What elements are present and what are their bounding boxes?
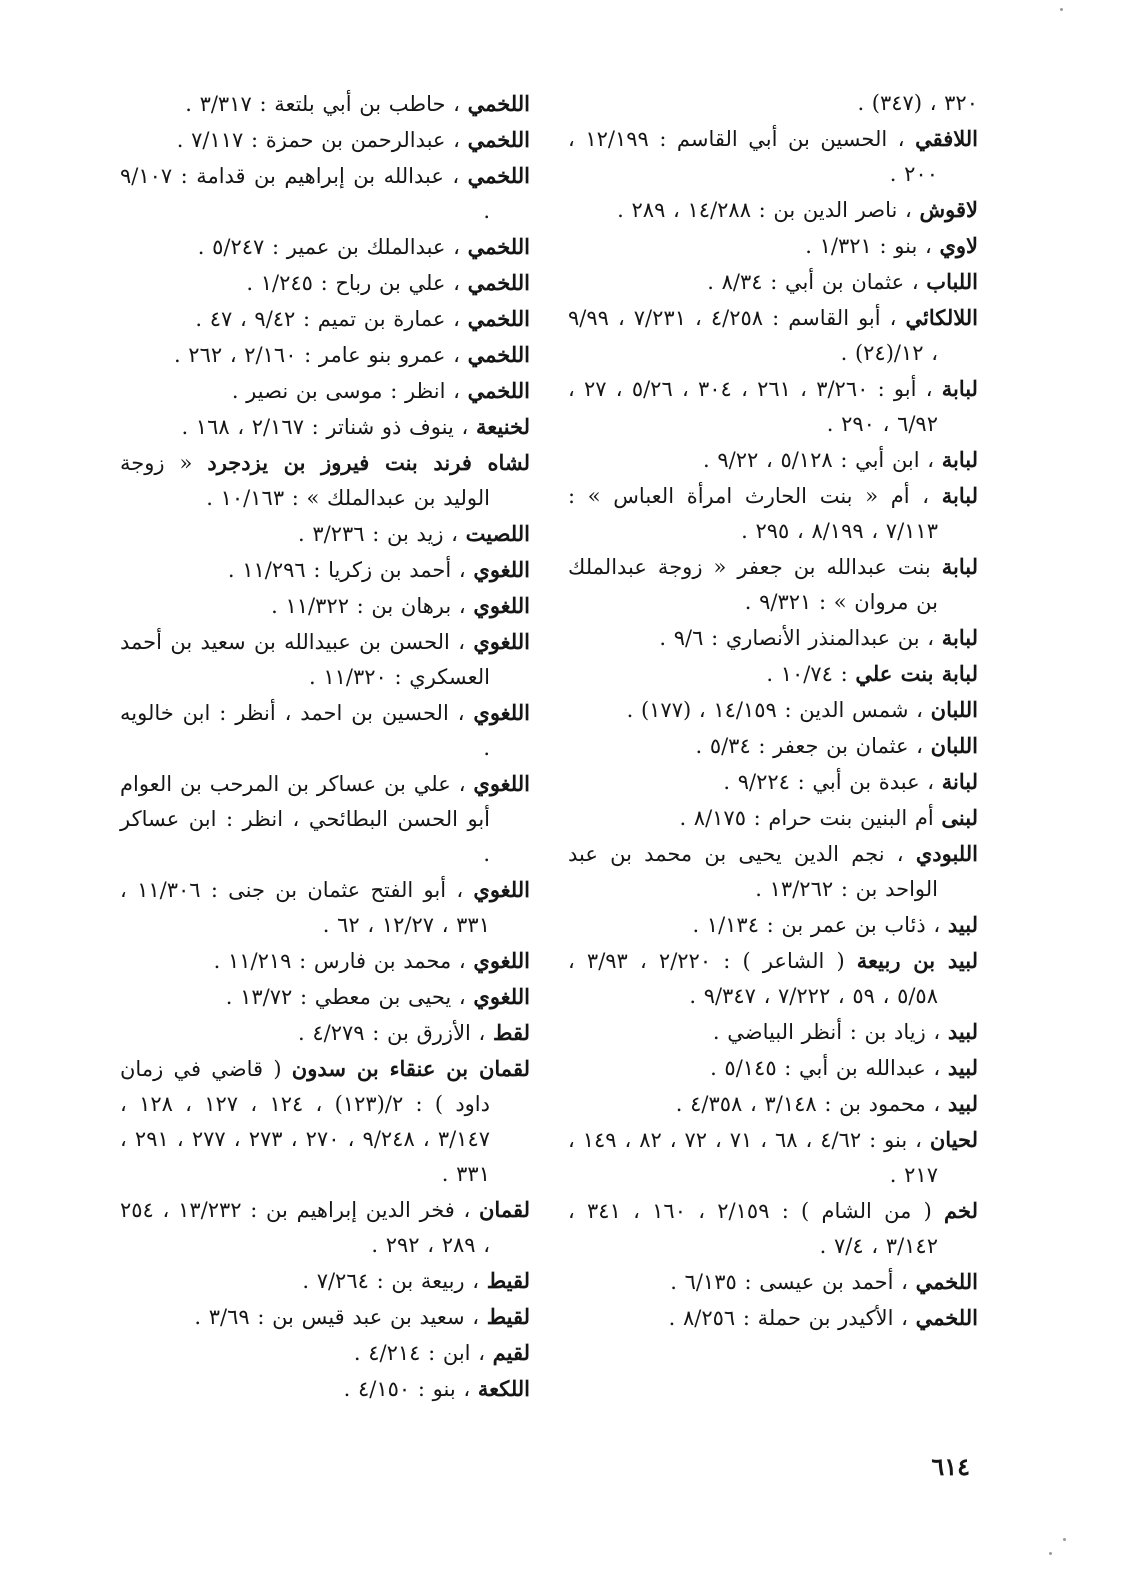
entry-headword: اللخمي <box>467 342 530 367</box>
entry-references: ، أبو القاسم : ٤/٢٥٨ ، ٧/٢٣١ ، ٩/٩٩ ، ١٢/(٢٤) . <box>568 306 938 365</box>
index-entry <box>568 1122 978 1193</box>
index-entry <box>568 478 978 549</box>
entry-headword: اللخمي <box>915 1305 978 1330</box>
index-entry <box>120 445 530 516</box>
scan-speck <box>1063 1538 1066 1541</box>
index-entry <box>120 1335 530 1371</box>
entry-headword: اللخمي <box>467 270 530 295</box>
entry-references: ، عبدالله بن أبي : ٥/١٤٥ . <box>710 1056 941 1080</box>
entry-references: ( من الشام ) : ٢/١٥٩ ، ١٦٠ ، ٣٤١ ، ٣/١٤٢ ، ٧/٤ . <box>568 1199 938 1258</box>
entry-headword: اللغوي <box>473 700 530 725</box>
index-column-right <box>568 86 978 1336</box>
entry-references: ، أحمد بن عيسى : ٦/١٣٥ . <box>670 1270 908 1294</box>
entry-headword: لخم <box>944 1198 978 1223</box>
entry-headword: لاوي <box>939 233 978 258</box>
entry-headword: اللخمي <box>467 163 530 188</box>
index-entry <box>120 337 530 373</box>
entry-references: ٣٢٠ ، (٣٤٧) . <box>857 91 978 115</box>
entry-references: ( الشاعر ) : ٢/٢٢٠ ، ٣/٩٣ ، ٥/٥٨ ، ٥٩ ، ٧/٢٢٢ ، ٩/٣٤٧ . <box>568 949 938 1008</box>
index-entry <box>120 409 530 445</box>
index-entry <box>120 1263 530 1299</box>
entry-headword: اللخمي <box>467 378 530 403</box>
entry-references: ، برهان بن : ١١/٣٢٢ . <box>271 594 466 618</box>
entry-headword: اللغوي <box>473 877 530 902</box>
entry-headword: اللخمي <box>467 306 530 331</box>
entry-headword: اللخمي <box>467 127 530 152</box>
index-entry <box>568 442 978 478</box>
entry-headword: لقمان بن عنقاء بن سدون <box>291 1056 530 1081</box>
entry-references: ، انظر : موسى بن نصير . <box>231 379 460 403</box>
entry-headword: لبابة <box>941 376 978 401</box>
index-entry <box>568 264 978 300</box>
entry-references: ، أبو الفتح عثمان بن جنى : ١١/٣٠٦ ، ٣٣١ ، ١٢/٢٧ ، ٦٢ . <box>120 878 490 937</box>
index-entry <box>120 552 530 588</box>
index-entry <box>120 373 530 409</box>
entry-references: ، ينوف ذو شناتر : ٢/١٦٧ ، ١٦٨ . <box>181 415 469 439</box>
index-entry <box>568 907 978 943</box>
entry-references: ، علي بن عساكر بن المرحب بن العوام أبو الحسن البطائحي ، انظر : ابن عساكر . <box>120 772 490 866</box>
entry-references: ، أبو : ٣/٢٦٠ ، ٢٦١ ، ٣٠٤ ، ٥/٢٦ ، ٢٧ ، ٦/٩٢ ، ٢٩٠ . <box>568 377 938 436</box>
scan-speck <box>1049 1552 1052 1555</box>
index-entry <box>120 265 530 301</box>
entry-references: ، عبدالله بن إبراهيم بن قدامة : ٩/١٠٧ . <box>120 164 490 223</box>
page-number: ٦١٤ <box>931 1452 970 1481</box>
entry-references: ، ابن أبي : ٥/١٢٨ ، ٩/٢٢ . <box>703 448 935 472</box>
entry-headword: لقط <box>493 1020 530 1045</box>
entry-headword: لبنى <box>941 805 978 830</box>
index-entry <box>120 979 530 1015</box>
index-entry <box>120 229 530 265</box>
index-entry <box>120 766 530 872</box>
entry-references: ، بن عبدالمنذر الأنصاري : ٩/٦ . <box>659 626 935 650</box>
entry-references: ، عثمان بن أبي : ٨/٣٤ . <box>707 270 919 294</box>
index-entry <box>568 692 978 728</box>
entry-headword: اللغوي <box>473 984 530 1009</box>
index-entry <box>568 764 978 800</box>
entry-references: ، شمس الدين : ١٤/١٥٩ ، (١٧٧) . <box>626 698 923 722</box>
index-entry <box>568 1086 978 1122</box>
index-entry <box>568 192 978 228</box>
entry-references: ، الأزرق بن : ٤/٢٧٩ . <box>298 1021 486 1045</box>
entry-references: أم البنين بنت حرام : ٨/١٧٥ . <box>679 806 934 830</box>
scan-speck <box>1060 8 1063 11</box>
entry-headword: اللصيت <box>465 521 530 546</box>
index-entry <box>568 1300 978 1336</box>
index-entry <box>568 86 978 121</box>
entry-headword: اللباب <box>926 269 978 294</box>
entry-headword: لبيد <box>947 912 978 937</box>
index-entry <box>120 872 530 943</box>
entry-references: ، ابن : ٤/٢١٤ . <box>353 1341 485 1365</box>
entry-references: ، محمد بن فارس : ١١/٢١٩ . <box>213 949 466 973</box>
index-entry <box>120 1015 530 1051</box>
entry-references: ، عبدة بن أبي : ٩/٢٢٤ . <box>723 770 935 794</box>
entry-references: « زوجة الوليد بن عبدالملك » : ١٠/١٦٣ . <box>120 451 490 510</box>
index-entry <box>120 1371 530 1407</box>
entry-headword: لبيد <box>947 1019 978 1044</box>
entry-headword: لقيم <box>492 1340 530 1365</box>
entry-references: ، عبدالملك بن عمير : ٥/٢٤٧ . <box>197 235 460 259</box>
entry-headword: لبابة <box>941 447 978 472</box>
index-entry <box>120 943 530 979</box>
entry-headword: لاقوش <box>919 197 978 222</box>
entry-headword: اللبان <box>930 733 978 758</box>
entry-headword: لبيد بن ربيعة <box>856 948 978 973</box>
entry-headword: لشاه فرند بنت فيروز بن يزدجرد <box>207 450 531 475</box>
index-entry <box>568 549 978 620</box>
index-column-left <box>120 86 530 1407</box>
entry-headword: اللغوي <box>473 629 530 654</box>
entry-headword: لبانة <box>941 769 978 794</box>
entry-references: ، الحسين بن احمد ، أنظر : ابن خالويه . <box>120 701 490 760</box>
entry-references: ، حاطب بن أبي بلتعة : ٣/٣١٧ . <box>185 92 460 116</box>
entry-references: ، محمود بن : ٣/١٤٨ ، ٤/٣٥٨ . <box>675 1092 941 1116</box>
entry-headword: لخنيعة <box>475 414 530 439</box>
entry-references: ، سعيد بن عبد قيس بن : ٣/٦٩ . <box>194 1305 480 1329</box>
entry-headword: لبابة <box>941 554 978 579</box>
entry-references: ، عبدالرحمن بن حمزة : ٧/١١٧ . <box>176 128 460 152</box>
index-entry <box>568 1264 978 1300</box>
entry-headword: لبابة <box>941 625 978 650</box>
index-entry <box>568 228 978 264</box>
entry-references: ، بنو : ٤/٦٢ ، ٦٨ ، ٧١ ، ٧٢ ، ٨٢ ، ١٤٩ ، ٢١٧ . <box>568 1128 938 1187</box>
entry-references: ، علي بن رباح : ١/٢٤٥ . <box>246 271 460 295</box>
entry-headword: اللبودي <box>915 841 978 866</box>
entry-references: ، أم « بنت الحارث امرأة العباس » : ٧/١١٣ ، ٨/١٩٩ ، ٢٩٥ . <box>568 484 938 543</box>
entry-references: ، بنو : ١/٣٢١ . <box>805 234 932 258</box>
entry-references: ، الأكيدر بن حملة : ٨/٢٥٦ . <box>668 1306 908 1330</box>
index-entry <box>568 121 978 192</box>
entry-references: ، ناصر الدين بن : ١٤/٢٨٨ ، ٢٨٩ . <box>617 198 912 222</box>
index-entry <box>568 371 978 442</box>
index-entry <box>120 588 530 624</box>
entry-headword: اللافقي <box>915 126 978 151</box>
entry-headword: اللخمي <box>467 234 530 259</box>
entry-references: ، يحيى بن معطي : ١٣/٧٢ . <box>225 985 466 1009</box>
entry-headword: لقيط <box>486 1304 530 1329</box>
entry-references: : ١٠/٧٤ . <box>766 662 848 686</box>
index-entry <box>120 158 530 229</box>
entry-headword: لبيد <box>947 1091 978 1116</box>
index-entry <box>120 624 530 695</box>
entry-references: ، الحسين بن أبي القاسم : ١٢/١٩٩ ، ٢٠٠ . <box>568 127 938 186</box>
entry-headword: لبيد <box>947 1055 978 1080</box>
index-entry <box>120 516 530 552</box>
index-entry <box>120 301 530 337</box>
entry-references: ( قاضي في زمان داود ) : ٢/(١٢٣) ، ١٢٤ ، ١٢٧ ، ١٢٨ ، ٣/١٤٧ ، ٩/٢٤٨ ، ٢٧٠ ، ٢٧٣ ، ٢٧٧ ، ٢٩١ ، ٣٣١ . <box>120 1057 491 1186</box>
entry-references: ، عمرو بنو عامر : ٢/١٦٠ ، ٢٦٢ . <box>173 343 460 367</box>
index-entry <box>568 620 978 656</box>
index-entry <box>120 1299 530 1335</box>
entry-references: ، ذئاب بن عمر بن : ١/١٣٤ . <box>692 913 941 937</box>
entry-references: بنت عبدالله بن جعفر « زوجة عبدالملك بن مروان » : ٩/٣٢١ . <box>568 555 938 614</box>
entry-headword: اللغوي <box>473 593 530 618</box>
index-entry <box>568 728 978 764</box>
index-entry <box>568 1193 978 1264</box>
index-entry <box>568 656 978 692</box>
entry-references: ، بنو : ٤/١٥٠ . <box>343 1377 471 1401</box>
index-entry <box>568 1014 978 1050</box>
entry-headword: اللغوي <box>473 771 530 796</box>
index-entry <box>120 695 530 766</box>
index-entry <box>120 122 530 158</box>
index-entry <box>120 86 530 122</box>
entry-headword: اللخمي <box>915 1269 978 1294</box>
entry-headword: اللغوي <box>473 557 530 582</box>
entry-references: ، زيد بن : ٣/٢٣٦ . <box>297 522 458 546</box>
entry-headword: لقمان <box>479 1197 530 1222</box>
entry-references: ، ربيعة بن : ٧/٢٦٤ . <box>302 1269 480 1293</box>
index-entry <box>568 836 978 907</box>
index-entry <box>568 943 978 1014</box>
entry-headword: اللالكائي <box>905 305 978 330</box>
entry-headword: اللخمي <box>467 91 530 116</box>
index-entry <box>120 1192 530 1263</box>
entry-references: ، عثمان بن جعفر : ٥/٣٤ . <box>695 734 923 758</box>
index-entry <box>568 300 978 371</box>
entry-headword: اللغوي <box>473 948 530 973</box>
index-entry <box>120 1051 530 1192</box>
index-entry <box>568 800 978 836</box>
entry-references: ، الحسن بن عبيدالله بن سعيد بن أحمد العسكري : ١١/٣٢٠ . <box>120 630 490 689</box>
entry-headword: اللكعة <box>477 1376 530 1401</box>
entry-references: ، فخر الدين إبراهيم بن : ١٣/٢٣٢ ، ٢٥٤ ، ٢٨٩ ، ٢٩٢ . <box>120 1198 490 1257</box>
entry-headword: اللبان <box>930 697 978 722</box>
index-entry <box>568 1050 978 1086</box>
entry-references: ، عمارة بن تميم : ٩/٤٢ ، ٤٧ . <box>195 307 460 331</box>
entry-references: ، أحمد بن زكريا : ١١/٢٩٦ . <box>227 558 466 582</box>
entry-headword: لقيط <box>486 1268 530 1293</box>
entry-headword: لبابة بنت علي <box>855 661 978 686</box>
entry-references: ، نجم الدين يحيى بن محمد بن عبد الواحد بن : ١٣/٢٦٢ . <box>568 842 938 901</box>
entry-headword: لحيان <box>929 1127 978 1152</box>
entry-headword: لبابة <box>941 483 978 508</box>
entry-references: ، زياد بن : أنظر البياضي . <box>712 1020 941 1044</box>
